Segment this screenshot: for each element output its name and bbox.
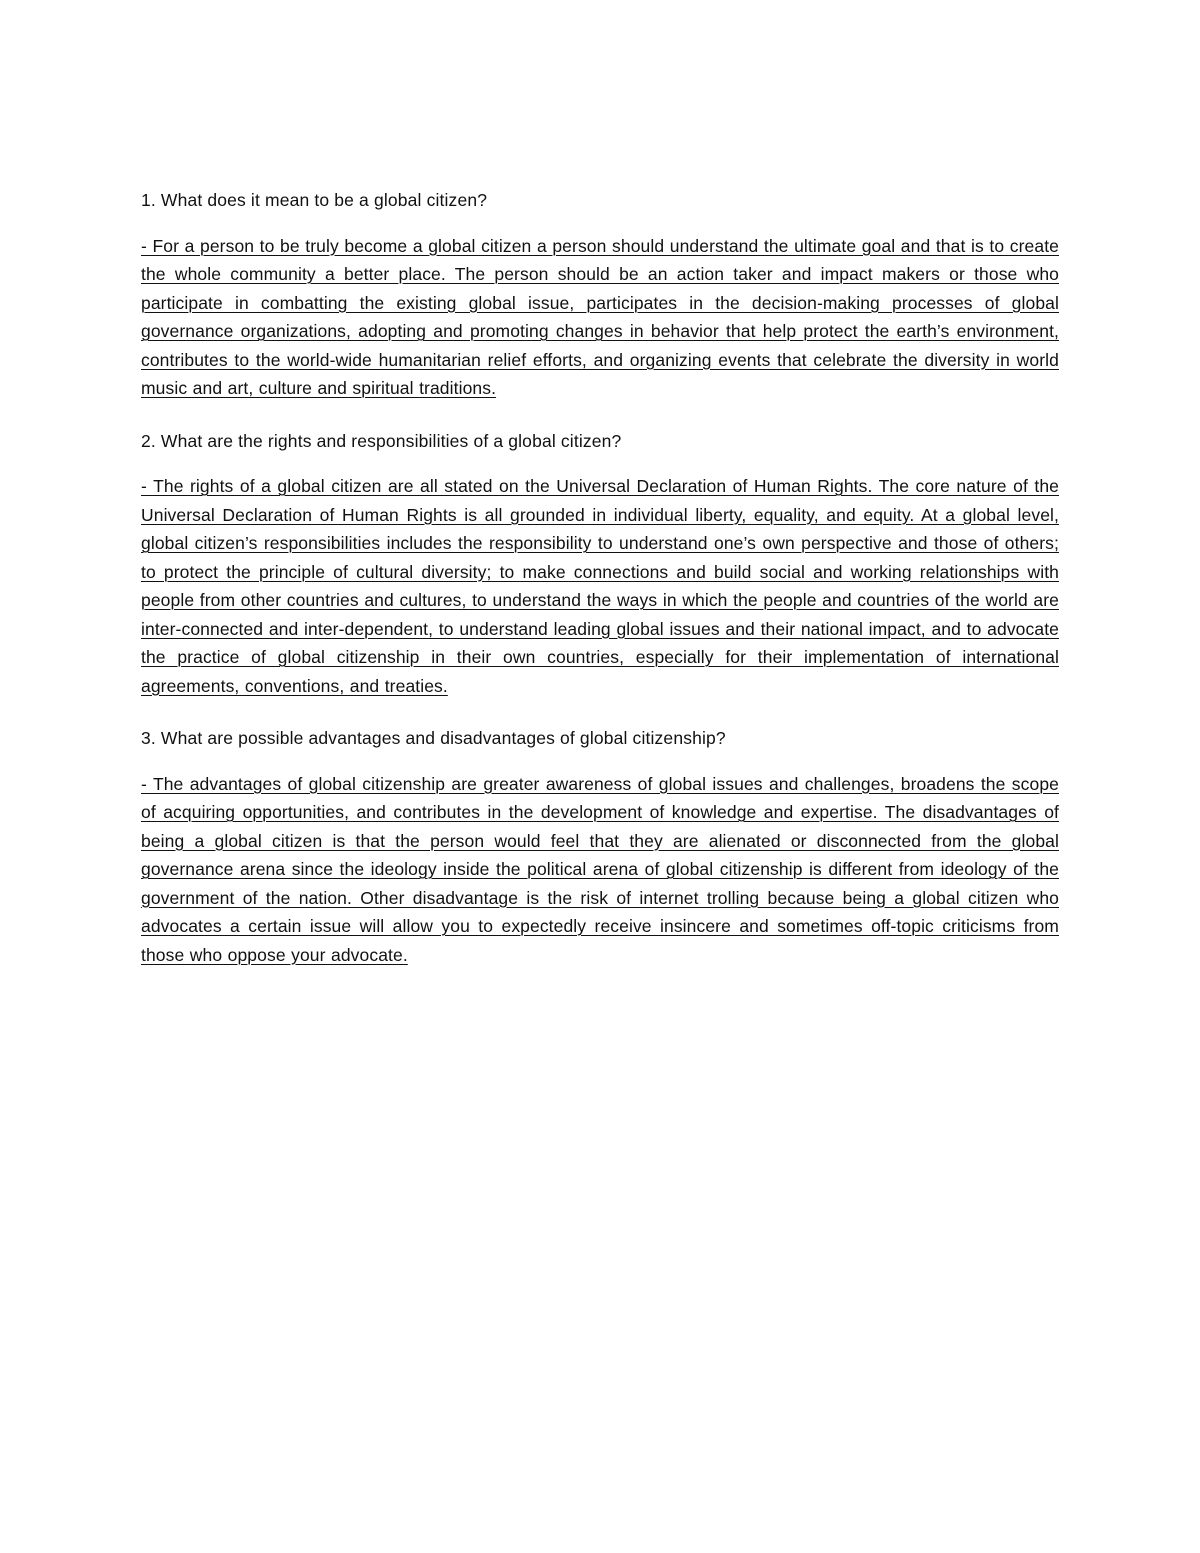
question-1: 1. What does it mean to be a global citizen? xyxy=(141,190,488,210)
document-page xyxy=(141,186,1059,993)
answer-2: - The rights of a global citizen are all stated on the Universal Declaration of Human Rights. The core nature of the Universal Declaration of Human Rights is all grounded in individual liberty, equality, and equity. At a global level, global citizen’s responsibilities includes the responsibility to understand one’s own perspective and those of others; to protect the principle of cultural diversity; to make connections and build social and working relationships with people from other countries and cultures, to understand the ways in which the people and countries of the world are inter-connected and inter-dependent, to understand leading global issues and their national impact, and to advocate the practice of global citizenship in their own countries, especially for their implementation of international agreements, conventions, and treaties. xyxy=(141,476,1059,696)
answer-1: - For a person to be truly become a global citizen a person should understand the ultimate goal and that is to create the whole community a better place. The person should be an action taker and impact makers or those who participate in combatting the existing global issue, participates in the decision-making processes of global governance organizations, adopting and promoting changes in behavior that help protect the earth’s environment, contributes to the world-wide humanitarian relief efforts, and organizing events that celebrate the diversity in world music and art, culture and spiritual traditions. xyxy=(141,235,1059,398)
answer-3: - The advantages of global citizenship are greater awareness of global issues and challenges, broadens the scope of acquiring opportunities, and contributes in the development of knowledge and expertise. The disadvantages of being a global citizen is that the person would feel that they are alienated or disconnected from the global governance arena since the ideology inside the political arena of global citizenship is different from ideology of the government of the nation. Other disadvantage is the risk of internet trolling because being a global citizen who advocates a certain issue will allow you to expectedly receive insincere and sometimes off-topic criticisms from those who oppose your advocate. xyxy=(141,773,1059,965)
question-2: 2. What are the rights and responsibilities of a global citizen? xyxy=(141,430,622,451)
question-3: 3. What are possible advantages and disadvantages of global citizenship? xyxy=(141,728,726,748)
